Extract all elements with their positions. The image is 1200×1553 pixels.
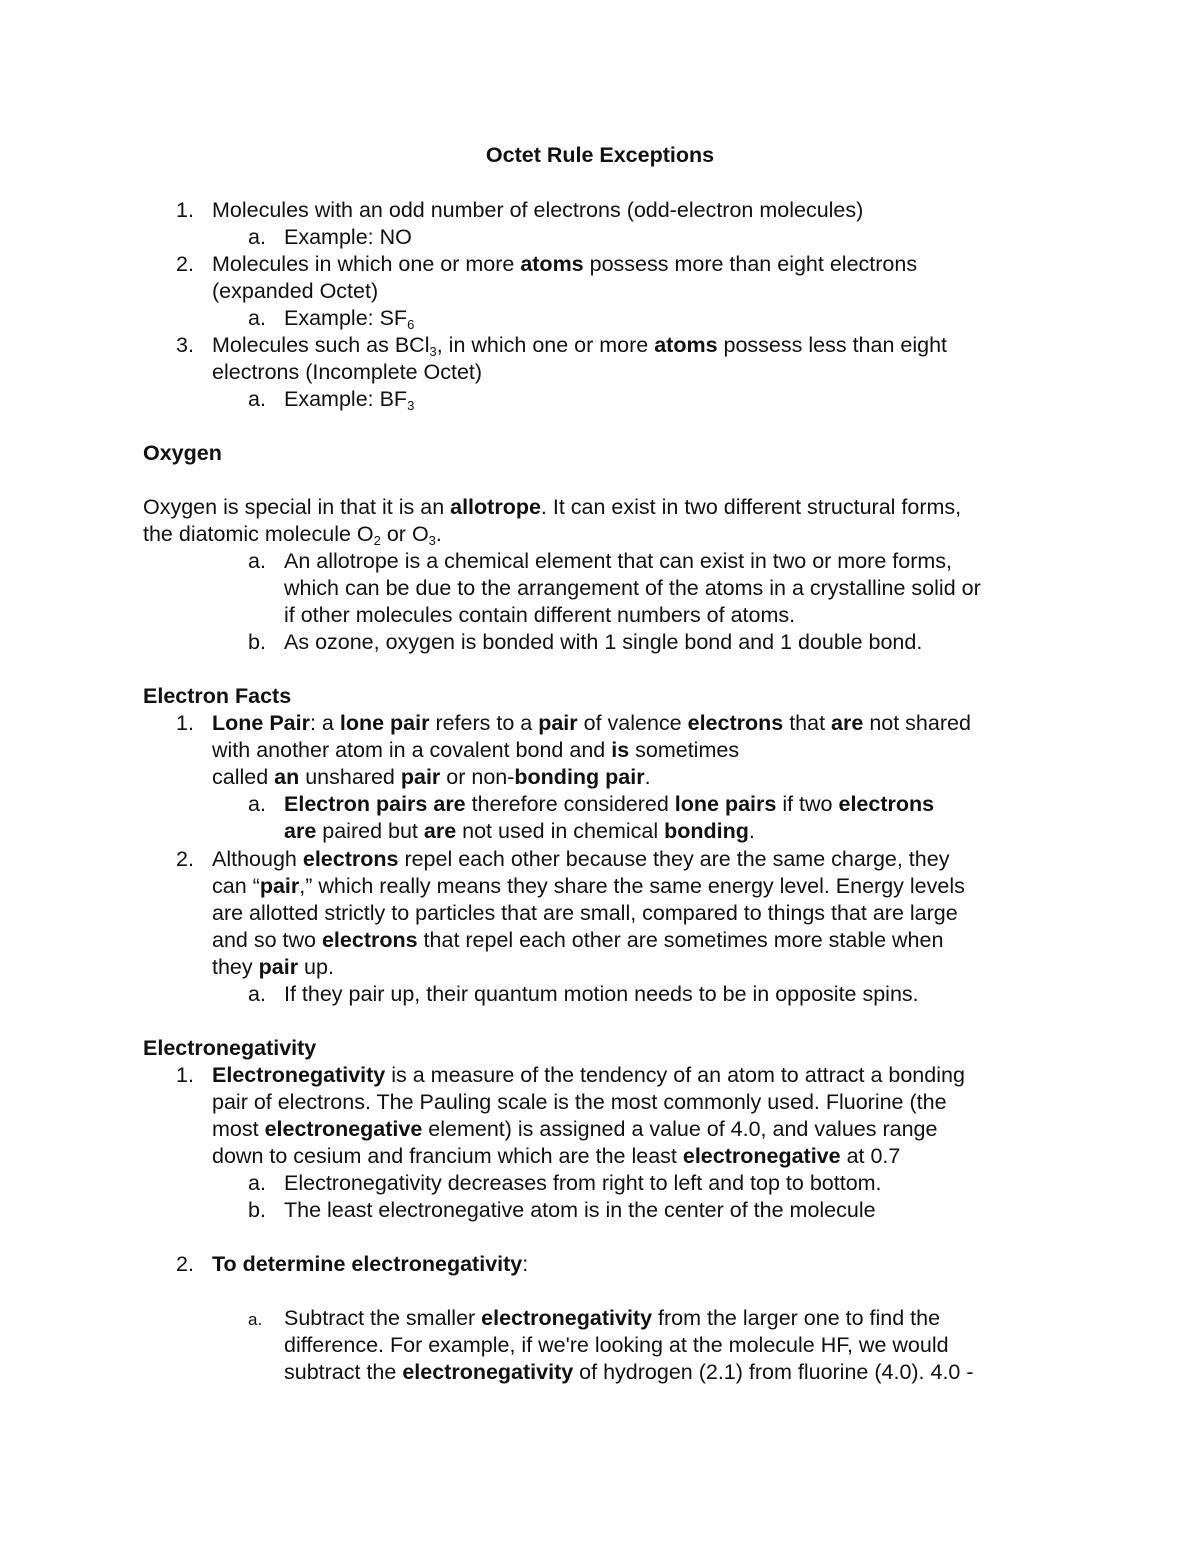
list-item-text: Lone Pair: a lone pair refers to a pair of valence electrons that are not shared [212,711,971,735]
list-letter: a. [248,1310,263,1329]
list-item-text: Subtract the smaller electronegativity from the larger one to find the [284,1306,941,1330]
list-item-text: To determine electronegativity: [212,1252,529,1276]
list-item-text: Molecules such as BCl$_3$, in which one or more atoms possess less than eight [212,333,948,359]
list-item-text: Example: NO [284,225,412,249]
list-item-text: Although electrons repel each other because they are the same charge, they [212,847,950,871]
list-item-text: (expanded Octet) [212,279,379,303]
list-number: 1. [176,711,194,735]
list-number: 3. [176,333,194,357]
list-item-text: Electronegativity decreases from right to left and top to bottom. [284,1171,882,1195]
section-heading-electronegativity: Electronegativity [143,1036,317,1060]
paragraph-text: Oxygen is special in that it is an allotrope. It can exist in two different structural forms, [143,495,962,519]
list-number: 2. [176,847,194,871]
list-item-text: Example: $BF_3$ [284,387,415,413]
section-heading-oxygen: Oxygen [143,441,222,465]
list-item-text: Molecules with an odd number of electrons (odd-electron molecules) [212,198,864,222]
list-item-text: subtract the electronegativity of hydrogen (2.1) from fluorine (4.0). 4.0 - [284,1360,974,1384]
list-number: 2. [176,1252,194,1276]
list-item-text: The least electronegative atom is in the center of the molecule [284,1198,876,1222]
list-item-text: can “pair,” which really means they share the same energy level. Energy levels [212,874,965,898]
list-letter: a. [248,306,266,330]
list-letter: a. [248,982,266,1006]
list-item-text: are allotted strictly to particles that are small, compared to things that are large [212,901,958,925]
list-item-text: most electronegative element) is assigned a value of 4.0, and values range [212,1117,938,1141]
paragraph-text: the diatomic molecule $O_2$ or $O_3$. [143,522,442,548]
list-letter: a. [248,225,266,249]
list-item-text: which can be due to the arrangement of the atoms in a crystalline solid or [284,576,981,600]
list-item-text: called an unshared pair or non-bonding pair. [212,765,651,789]
page-title: Octet Rule Exceptions [485,143,715,167]
list-letter: a. [248,1171,266,1195]
list-item-text: Example: $SF_6$ [284,306,415,332]
list-letter: a. [248,549,266,573]
list-item-text: if other molecules contain different numbers of atoms. [284,603,796,627]
list-item-text: and so two electrons that repel each other are sometimes more stable when [212,928,944,952]
list-item-text: An allotrope is a chemical element that can exist in two or more forms, [284,549,952,573]
list-letter: a. [248,387,266,411]
list-item-text: are paired but are not used in chemical bonding. [284,819,755,843]
list-item-text: Electron pairs are therefore considered lone pairs if two electrons [284,792,935,816]
list-item-text: with another atom in a covalent bond and is sometimes [212,738,740,762]
list-number: 1. [176,1063,194,1087]
list-item-text: they pair up. [212,955,334,979]
list-letter: b. [248,1198,266,1222]
list-item-text: pair of electrons. The Pauling scale is the most commonly used. Fluorine (the [212,1090,947,1114]
section-heading-electron-facts: Electron Facts [143,684,292,708]
list-letter: a. [248,792,266,816]
list-item-text: electrons (Incomplete Octet) [212,360,483,384]
list-item-text: difference. For example, if we're looking at the molecule HF, we would [284,1333,949,1357]
list-letter: b. [248,630,266,654]
list-item-text: down to cesium and francium which are the least electronegative at 0.7 [212,1144,901,1168]
list-item-text: Electronegativity is a measure of the tendency of an atom to attract a bonding [212,1063,965,1087]
list-number: 2. [176,252,194,276]
list-item-text: Molecules in which one or more atoms possess more than eight electrons [212,252,918,276]
list-number: 1. [176,198,194,222]
list-item-text: As ozone, oxygen is bonded with 1 single bond and 1 double bond. [284,630,923,654]
list-item-text: If they pair up, their quantum motion needs to be in opposite spins. [284,982,919,1006]
